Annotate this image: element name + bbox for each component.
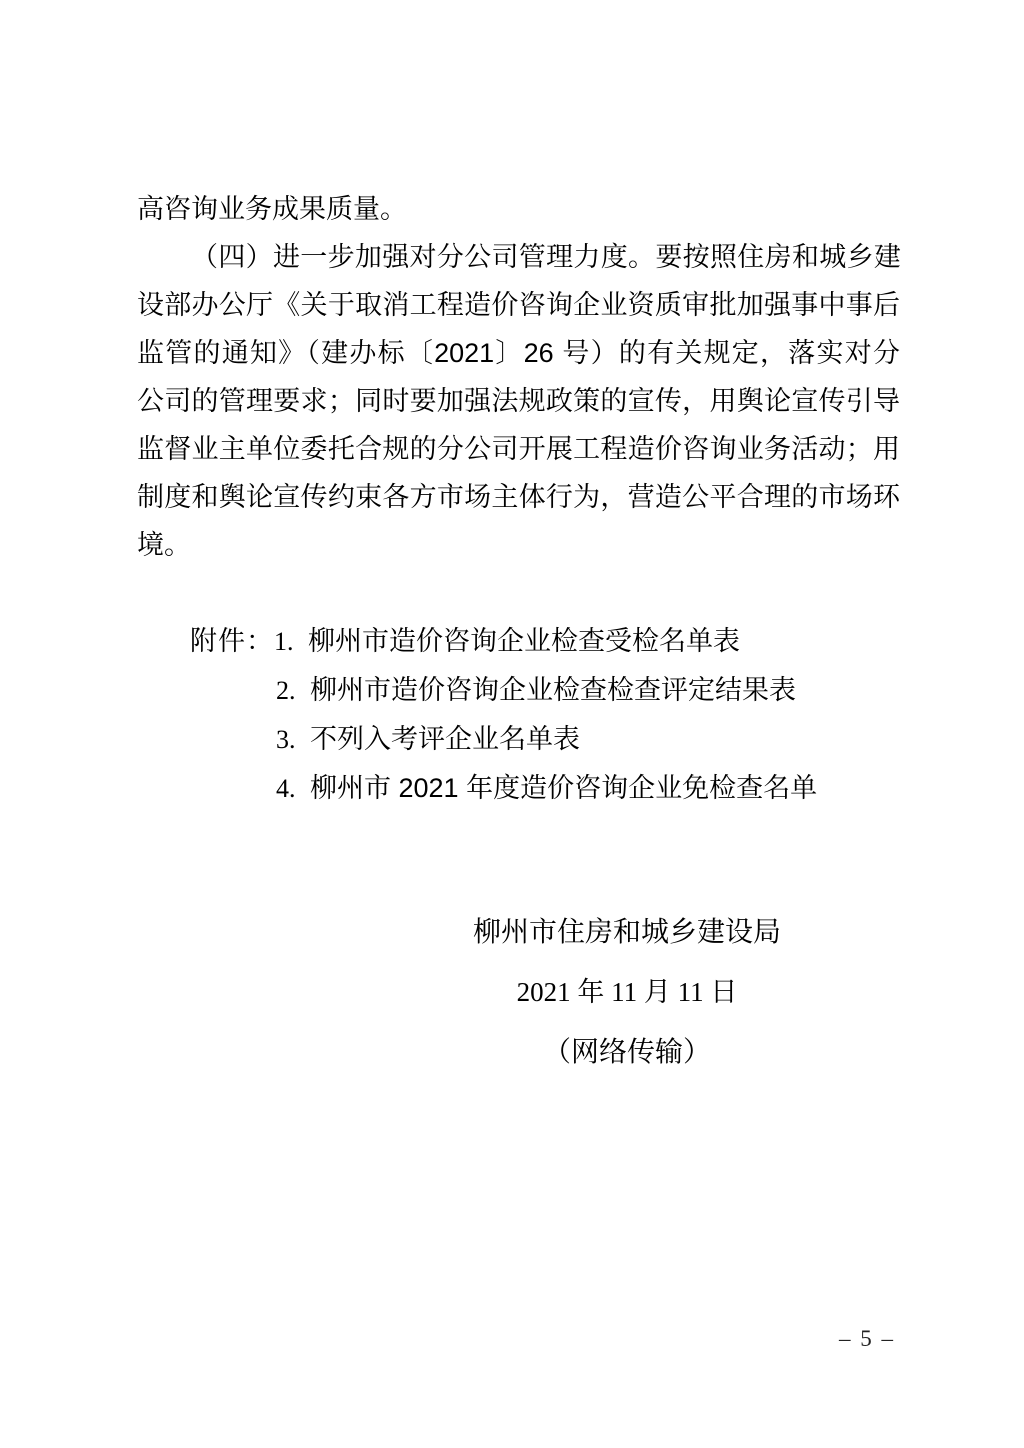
body-line: 设部办公厅《关于取消工程造价咨询企业资质审批加强事中事后 bbox=[137, 290, 900, 320]
body-line: 监督业主单位委托合规的分公司开展工程造价咨询业务活动；用 bbox=[137, 434, 900, 464]
attachment-number: 2. bbox=[276, 676, 296, 705]
body-line: （四）进一步加强对分公司管理力度。要按照住房和城乡建 bbox=[191, 242, 900, 272]
attachment-title: 不列入考评企业名单表 bbox=[310, 724, 580, 754]
signature-date: 2021 年 11 月 11 日 bbox=[516, 977, 738, 1007]
attachment-number: 4. bbox=[276, 774, 296, 803]
body-line-continuation: 高咨询业务成果质量。 bbox=[137, 194, 407, 224]
attachment-title: 柳州市造价咨询企业检查受检名单表 bbox=[308, 626, 740, 656]
page-number: – 5 – bbox=[839, 1326, 895, 1351]
body-line: 制度和舆论宣传约束各方市场主体行为，营造公平合理的市场环 bbox=[137, 482, 900, 512]
attachments-list bbox=[137, 617, 937, 813]
attachment-number: 3. bbox=[276, 725, 296, 754]
attachment-item bbox=[190, 617, 937, 666]
attachment-item bbox=[276, 715, 937, 764]
attachment-title: 柳州市造价咨询企业检查检查评定结果表 bbox=[310, 675, 796, 705]
attachment-number: 1. bbox=[274, 627, 294, 656]
body-line: 公司的管理要求；同时要加强法规政策的宣传，用舆论宣传引导 bbox=[137, 386, 900, 416]
body-line-last: 境。 bbox=[137, 530, 191, 560]
signature-transmission-note: （网络传输） bbox=[542, 1036, 711, 1067]
body-line: 监管的通知》（建办标〔2021〕26 号）的有关规定，落实对分 bbox=[137, 338, 900, 368]
attachment-item bbox=[276, 764, 937, 813]
signature-block bbox=[230, 902, 1024, 1082]
signature-agency: 柳州市住房和城乡建设局 bbox=[472, 916, 781, 947]
attachment-title: 柳州市 2021 年度造价咨询企业免检查名单 bbox=[310, 773, 818, 803]
body-text bbox=[137, 185, 900, 569]
attachment-item bbox=[276, 666, 937, 715]
attachments-label: 附件： bbox=[190, 626, 274, 656]
